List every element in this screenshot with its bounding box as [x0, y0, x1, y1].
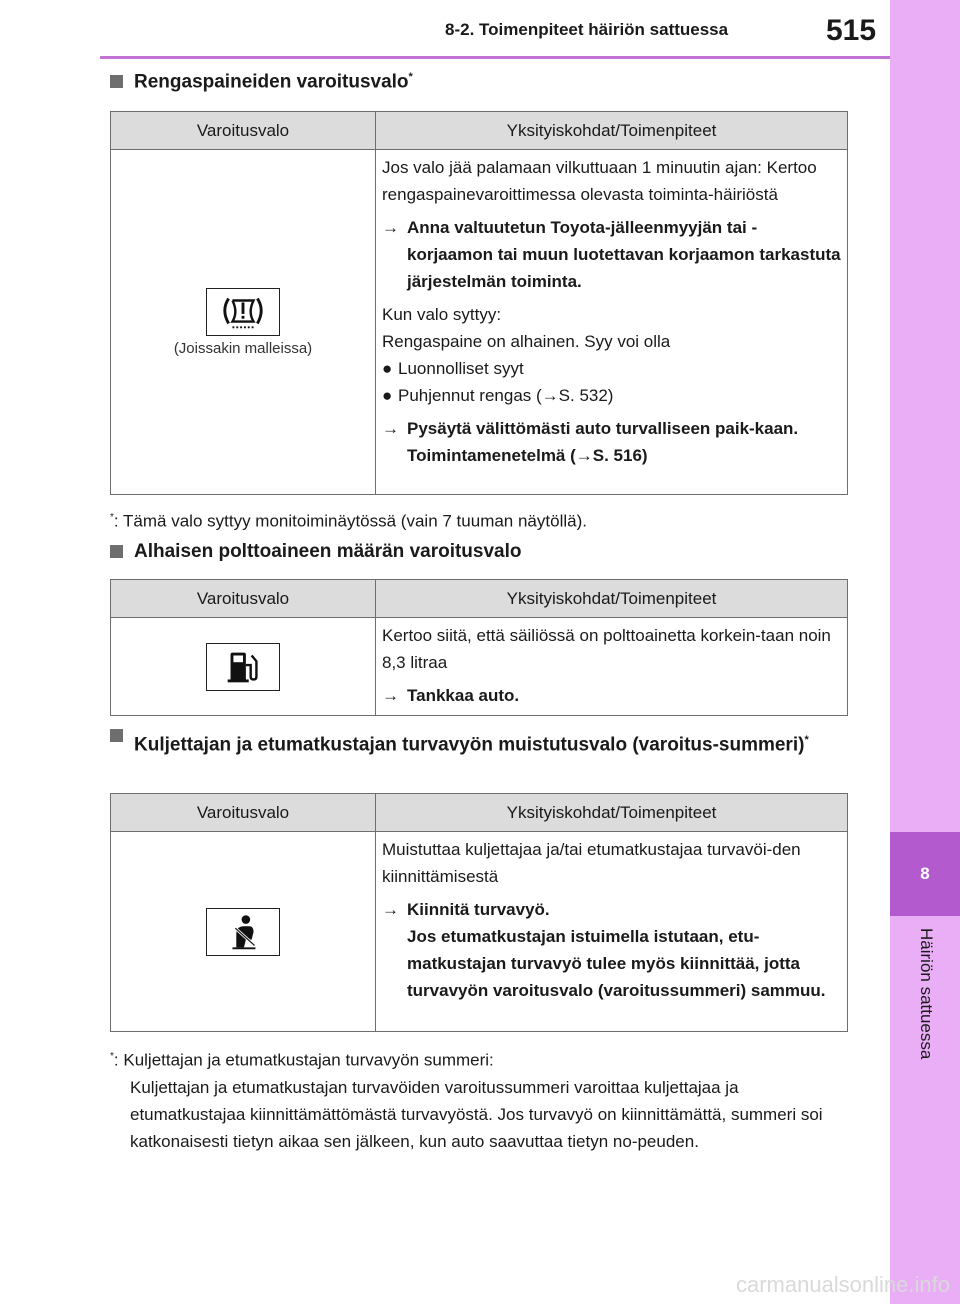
section-title-text: Alhaisen polttoaineen määrän varoitusvalo [134, 541, 522, 562]
bullet-item: ● Puhjennut rengas (→S. 532) [382, 382, 843, 409]
section-marker-icon [110, 545, 123, 558]
chapter-tab[interactable] [890, 832, 960, 916]
col-header-warning-light: Varoitusvalo [111, 580, 376, 618]
low-fuel-table [110, 579, 848, 716]
chapter-side-strip [890, 0, 960, 1304]
action-item: → Tankkaa auto. [382, 682, 843, 709]
chapter-label: Häiriön sattuessa [917, 928, 936, 1060]
detail-text: Muistuttaa kuljettajaa ja/tai etumatkustajaa turvavöi-den kiinnittämisestä [382, 840, 801, 886]
section-header-title: 8-2. Toimenpiteet häiriön sattuessa [445, 20, 729, 39]
bullet-item: ● Luonnolliset syyt [382, 355, 843, 382]
seatbelt-warning-icon [206, 908, 280, 956]
fuel-warning-icon [206, 643, 280, 691]
section-marker-icon [110, 75, 123, 88]
col-header-details: Yksityiskohdat/Toimenpiteet [376, 794, 848, 832]
arrow-icon: → [382, 900, 399, 919]
footnote-ref: * [804, 734, 809, 746]
section-marker-icon [110, 729, 123, 742]
section-title-tire-pressure [110, 71, 413, 93]
seatbelt-table [110, 793, 848, 1032]
col-header-details: Yksityiskohdat/Toimenpiteet [376, 580, 848, 618]
col-header-warning-light: Varoitusvalo [111, 112, 376, 150]
detail-text: Rengaspaine on alhainen. Syy voi olla [382, 332, 671, 351]
tire-pressure-warning-icon [206, 288, 280, 336]
arrow-icon: → [382, 419, 399, 438]
detail-text: Kertoo siitä, että säiliössä on polttoainetta korkein-taan noin 8,3 litraa [382, 626, 831, 672]
action-item: → Kiinnitä turvavyö. Jos etumatkustajan istuimella istutaan, etu-matkustajan turvavyö tulee myös kiinnittää, jotta turvavyön varoitusvalo (varoitussummeri) sammuu. [382, 896, 843, 1004]
footnote-tire-pressure: *: Tämä valo syttyy monitoiminäytössä (vain 7 tuuman näytöllä). [110, 511, 587, 531]
page-number: 515 [826, 14, 877, 47]
tire-pressure-table [110, 111, 848, 495]
section-title-text: Kuljettajan ja etumatkustajan turvavyön muistutusvalo (varoitus-summeri) [134, 734, 805, 756]
icon-note: (Joissakin malleissa) [173, 339, 313, 357]
col-header-warning-light: Varoitusvalo [111, 794, 376, 832]
section-title-text: Rengaspaineiden varoitusvalo [134, 71, 409, 93]
header-divider [100, 56, 890, 59]
detail-text: Kun valo syttyy: [382, 305, 502, 324]
arrow-icon: → [382, 218, 399, 237]
watermark: carmanualsonline.info [735, 1272, 950, 1297]
section-title-seatbelt [110, 725, 810, 760]
arrow-icon: → [382, 686, 399, 705]
footnote-ref: * [408, 71, 413, 83]
action-item: → Anna valtuutetun Toyota-jälleenmyyjän tai -korjaamon tai muun luotettavan korjaamon tarkastuta järjestelmän toiminta. [382, 214, 843, 295]
detail-text: Jos valo jää palamaan vilkuttuaan 1 minuutin ajan: Kertoo rengaspainevaroittimessa olevasta toiminta-häiriöstä [382, 158, 817, 204]
bullet-icon: ● [382, 359, 393, 378]
footnote-seatbelt: *: Kuljettajan ja etumatkustajan turvavyön summeri: Kuljettajan ja etumatkustajan turvavöiden varoitussummeri varoittaa kuljettajaa ja etumatkustajaa kiinnittämättömästä turvavyöstä. Jos turvavyö on kiinnittämättä, summeri soi katkonaisesti tietyn aikaa sen jälkeen, kun auto saavuttaa tietyn no-peuden. [110, 1050, 823, 1151]
section-title-low-fuel [110, 541, 522, 563]
action-item: → Pysäytä välittömästi auto turvalliseen paik-kaan. Toimintamenetelmä (→S. 516) [382, 415, 843, 469]
chapter-number: 8 [920, 864, 930, 883]
col-header-details: Yksityiskohdat/Toimenpiteet [376, 112, 848, 150]
bullet-icon: ● [382, 386, 393, 405]
